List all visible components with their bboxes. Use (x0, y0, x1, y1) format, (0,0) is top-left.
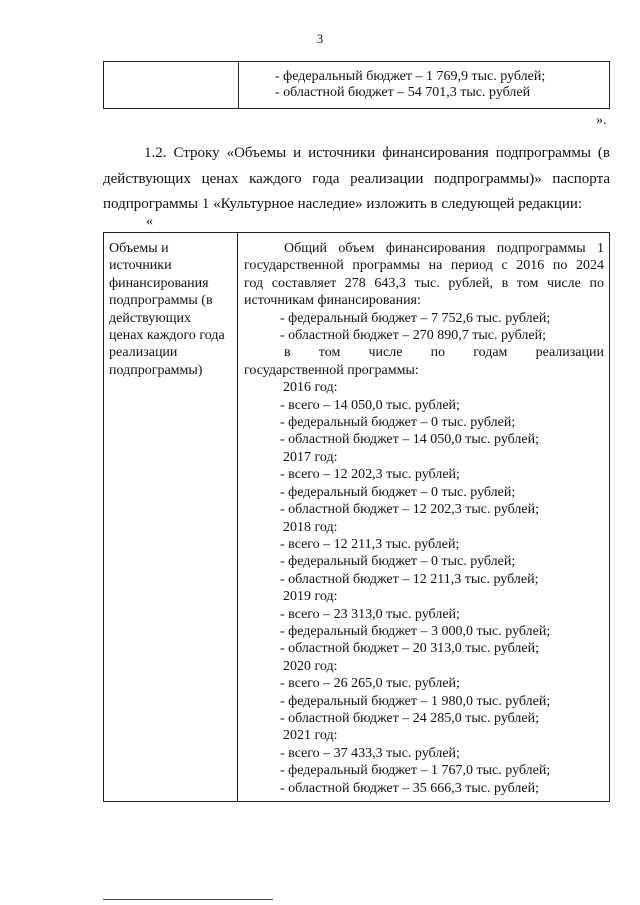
label-line: ценах каждого года (109, 328, 225, 344)
funding-table (103, 232, 610, 802)
funding-line: - федеральный бюджет – 0 тыс. рублей; (280, 415, 516, 431)
funding-line: в том числе по годам реализации (284, 345, 604, 361)
funding-line: - федеральный бюджет – 0 тыс. рублей; (280, 554, 516, 570)
label-line: подпрограммы) (109, 362, 203, 378)
funding-line: источникам финансирования: (244, 293, 421, 309)
paragraph-line: 1.2. Строку «Объемы и источники финансирования подпрограммы (в (144, 145, 610, 161)
closing-quote: ». (596, 113, 607, 128)
continuation-line: - федеральный бюджет – 1 769,9 тыс. рублей; (275, 69, 546, 84)
funding-line: - федеральный бюджет – 3 000,0 тыс. рублей; (280, 623, 551, 639)
funding-line: - областной бюджет – 20 313,0 тыс. рублей; (280, 641, 539, 657)
funding-line: - всего – 12 211,3 тыс. рублей; (280, 536, 460, 552)
funding-line: - областной бюджет – 12 202,3 тыс. рублей; (280, 502, 539, 518)
label-line: источники (109, 258, 172, 274)
page-number: 3 (316, 31, 324, 46)
funding-table-value-cell (238, 233, 609, 801)
footnote-divider (103, 899, 273, 900)
continuation-line: - областной бюджет – 54 701,3 тыс. рублей (275, 85, 531, 100)
funding-line: 2017 год: (283, 449, 338, 465)
funding-line: - всего – 14 050,0 тыс. рублей; (280, 397, 460, 413)
amendment-paragraph (103, 141, 610, 218)
label-line: подпрограммы (в (109, 293, 213, 309)
label-line: действующих (109, 310, 192, 326)
funding-line: государственной программы: (244, 362, 419, 378)
funding-line: - федеральный бюджет – 7 752,6 тыс. рублей; (280, 310, 551, 326)
funding-line: - областной бюджет – 12 211,3 тыс. рублей; (280, 571, 539, 587)
label-line: Объемы и (109, 241, 169, 256)
paragraph-line: действующих ценах каждого года реализации подпрограммы)» паспорта (103, 170, 610, 187)
funding-line: - областной бюджет – 14 050,0 тыс. рублей; (280, 432, 539, 448)
opening-quote: « (146, 214, 153, 229)
funding-line: - всего – 26 265,0 тыс. рублей; (280, 676, 460, 692)
funding-line: - областной бюджет – 24 285,0 тыс. рублей; (280, 710, 539, 726)
label-line: финансирования (109, 275, 209, 291)
continuation-table-right-cell (239, 62, 609, 108)
funding-line: - всего – 23 313,0 тыс. рублей; (280, 606, 460, 622)
funding-line: 2020 год: (283, 658, 338, 674)
continuation-table (103, 61, 610, 109)
funding-line: год составляет 278 643,3 тыс. рублей, в том числе по (244, 275, 604, 291)
funding-line: - федеральный бюджет – 1 767,0 тыс. рублей; (280, 763, 551, 779)
funding-line: - федеральный бюджет – 1 980,0 тыс. рублей; (280, 693, 551, 709)
funding-line: - областной бюджет – 35 666,3 тыс. рублей; (280, 780, 539, 796)
label-line: реализации (109, 345, 178, 361)
paragraph-line: подпрограммы 1 «Культурное наследие» изложить в следующей редакции: (103, 196, 583, 212)
funding-line: 2016 год: (283, 380, 338, 396)
continuation-table-left-cell (104, 62, 239, 108)
funding-line: - федеральный бюджет – 0 тыс. рублей; (280, 484, 516, 500)
funding-line: - областной бюджет – 270 890,7 тыс. рублей; (280, 328, 546, 344)
funding-line: государственной программы на период с 2016 по 2024 (244, 258, 604, 274)
funding-line: 2018 год: (283, 519, 338, 535)
funding-line: 2021 год: (283, 728, 338, 744)
funding-table-label-cell (104, 233, 238, 801)
funding-line: Общий объем финансирования подпрограммы 1 (284, 241, 604, 256)
funding-line: 2019 год: (283, 589, 338, 605)
funding-line: - всего – 37 433,3 тыс. рублей; (280, 745, 460, 761)
funding-line: - всего – 12 202,3 тыс. рублей; (280, 467, 460, 483)
